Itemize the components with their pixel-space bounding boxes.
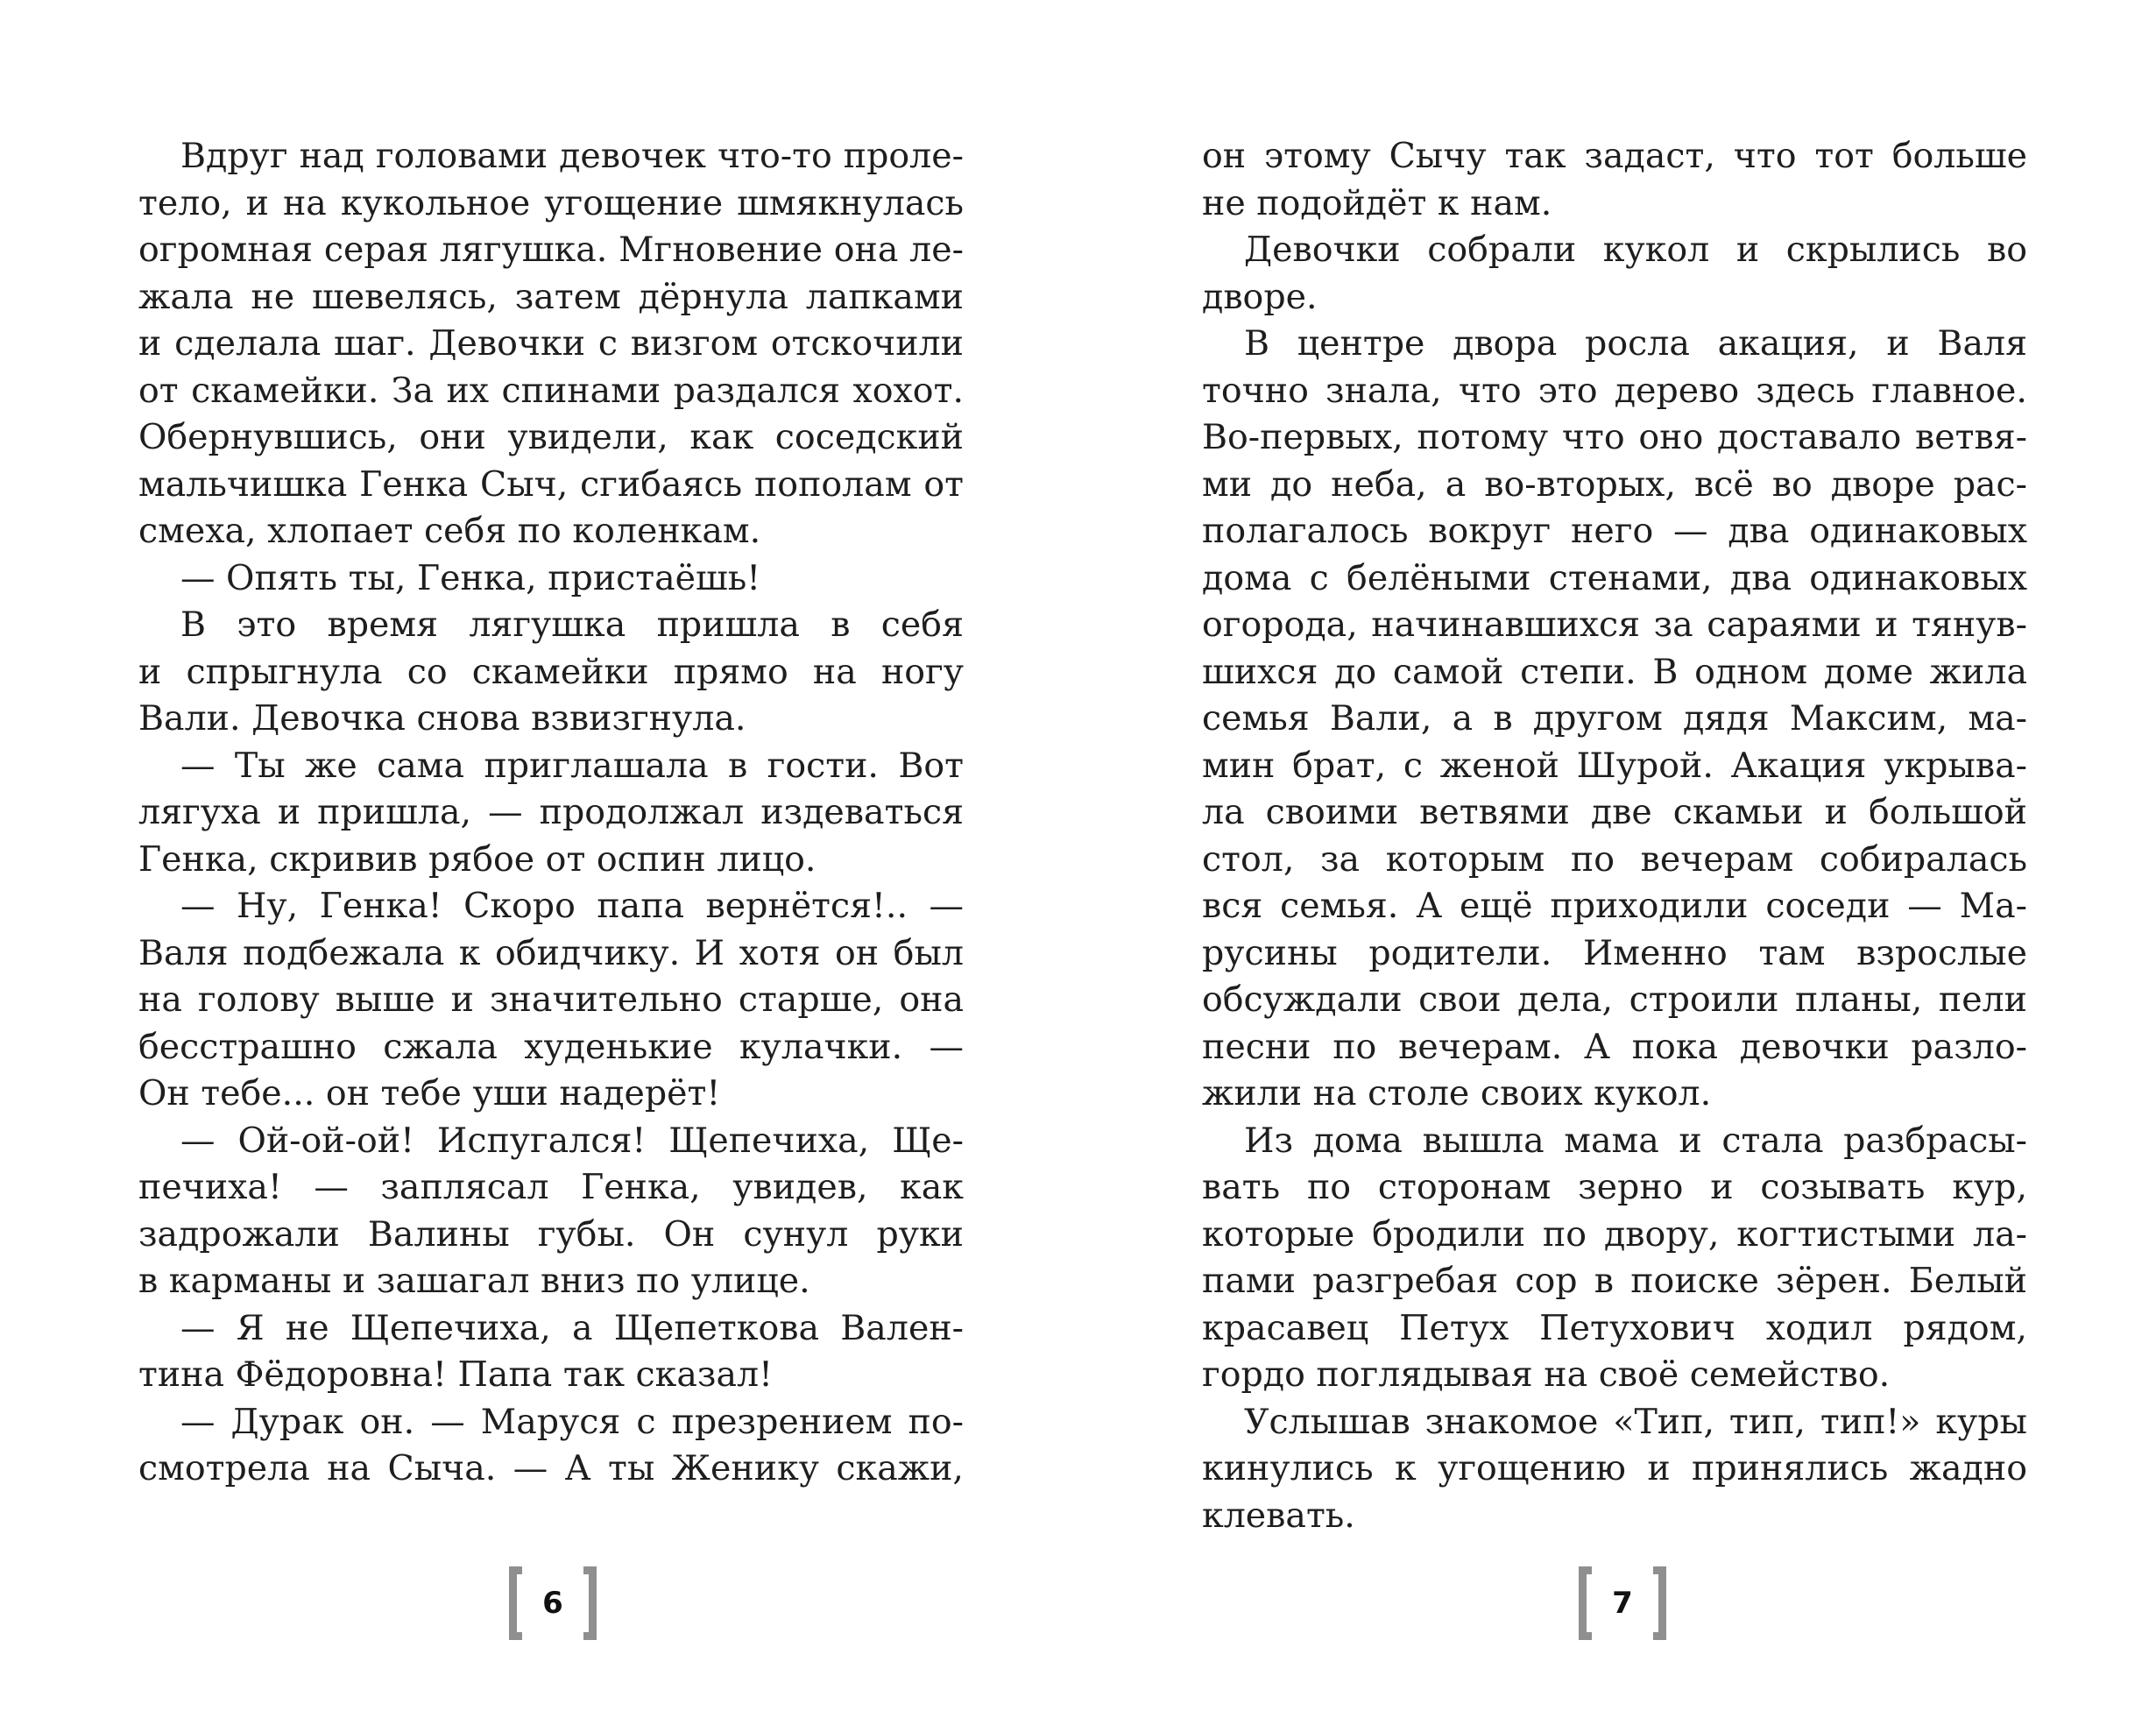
right-page-line: ла своими ветвями две скамьи и большой — [1202, 792, 2027, 832]
bracket-open — [1579, 1566, 1592, 1640]
page-number-6: 6 — [542, 1586, 563, 1621]
left-page-line: — Опять ты, Генка, пристаёшь! — [180, 557, 761, 598]
left-page-line: мальчишка Генка Сыч, сгибаясь пополам от — [138, 463, 964, 505]
left-page-line: Вдруг над головами девочек что-то проле- — [180, 136, 964, 176]
left-page-line: жала не шевелясь, затем дёрнула лапками — [138, 276, 964, 317]
right-page-line: кинулись к угощению и принялись жадно — [1202, 1448, 2027, 1488]
right-page-line: гордо поглядывая на своё семейство. — [1202, 1354, 1891, 1395]
page-number-right — [1571, 1565, 1674, 1642]
left-page-line: в карманы и зашагал вниз по улице. — [138, 1261, 810, 1301]
left-page-line: от скамейки. За их спинами раздался хохот. — [138, 370, 964, 411]
left-page-line: Он тебе... он тебе уши надерёт! — [138, 1073, 721, 1113]
right-page-line: русины родители. Именно там взрослые — [1202, 932, 2027, 973]
bracket-close — [583, 1566, 597, 1640]
right-page-line: дома с белёными стенами, два одинаковых — [1202, 557, 2027, 598]
right-page-line: Девочки собрали кукол и скрылись во — [1244, 230, 2027, 270]
right-page-line: клевать. — [1202, 1495, 1355, 1536]
left-page-line: — Ты же сама приглашала в гости. Вот — [180, 745, 964, 786]
right-page-line: не подойдёт к нам. — [1202, 182, 1552, 223]
right-page-line: стол, за которым по вечерам собиралась — [1202, 838, 2027, 880]
left-page-line: — Ой-ой-ой! Испугался! Щепечиха, Ще- — [180, 1120, 964, 1161]
left-page-line: Обернувшись, они увидели, как соседский — [138, 417, 964, 457]
right-page-line: полагалось вокруг него — два одинаковых — [1202, 511, 2027, 551]
left-page-line: тина Фёдоровна! Папа так сказал! — [138, 1354, 773, 1395]
left-page-line: Вали. Девочка снова взвизгнула. — [138, 698, 746, 739]
bracket-open — [509, 1566, 522, 1640]
right-page-line: В центре двора росла акация, и Валя — [1244, 323, 2027, 364]
page-number-left — [501, 1565, 604, 1642]
left-page-line: — Ну, Генка! Скоро папа вернётся!.. — — [180, 886, 964, 926]
right-page-line: ми до неба, а во-вторых, всё во дворе рас- — [1202, 463, 2027, 505]
right-page-line: точно знала, что это дерево здесь главное. — [1202, 370, 2027, 411]
left-page-line: и спрыгнула со скамейки прямо на ногу — [138, 651, 964, 692]
right-page-line: он этому Сычу так задаст, что тот больше — [1202, 136, 2027, 176]
right-page-line: обсуждали свои дела, строили планы, пели — [1202, 979, 2027, 1020]
right-page-line: Услышав знакомое «Тип, тип, тип!» куры — [1244, 1401, 2027, 1442]
right-page-line: огорода, начинавшихся за сараями и тянув- — [1202, 604, 2027, 645]
right-page-line: песни по вечерам. А пока девочки разло- — [1202, 1026, 2027, 1067]
left-page-line: огромная серая лягушка. Мгновение она ле- — [138, 230, 964, 270]
right-page — [1202, 133, 2027, 1539]
right-page-line: мин брат, с женой Шурой. Акация укрыва- — [1202, 745, 2027, 786]
right-page-line: пами разгребая сор в поиске зёрен. Белый — [1202, 1261, 2027, 1301]
right-page-line: Во-первых, потому что оно доставало ветвя- — [1202, 417, 2027, 457]
right-page-line: Из дома вышла мама и стала разбрасы- — [1244, 1120, 2027, 1161]
right-page-text — [1202, 133, 2027, 1539]
left-page — [138, 133, 964, 1493]
left-page-line: Генка, скривив рябое от оспин лицо. — [138, 838, 816, 880]
right-page-line: которые бродили по двору, когтистыми ла- — [1202, 1213, 2027, 1255]
left-page-line: задрожали Валины губы. Он сунул руки — [138, 1213, 964, 1255]
right-page-line: вся семья. А ещё приходили соседи — Ма- — [1202, 886, 2027, 926]
left-page-line: и сделала шаг. Девочки с визгом отскочили — [138, 323, 964, 364]
left-page-line: на голову выше и значительно старше, она — [138, 979, 964, 1020]
right-page-line: красавец Петух Петухович ходил рядом, — [1202, 1307, 2027, 1348]
left-page-line: Валя подбежала к обидчику. И хотя он был — [138, 932, 964, 973]
bracket-close — [1653, 1566, 1666, 1640]
right-page-line: семья Вали, а в другом дядя Максим, ма- — [1202, 698, 2027, 739]
left-page-line: В это время лягушка пришла в себя — [180, 604, 964, 645]
right-page-line: дворе. — [1202, 276, 1318, 317]
right-page-line: шихся до самой степи. В одном доме жила — [1202, 651, 2027, 692]
right-page-line: вать по сторонам зерно и созывать кур, — [1202, 1167, 2027, 1207]
left-page-line: — Дурак он. — Маруся с презрением по- — [180, 1401, 964, 1442]
right-page-line: жили на столе своих кукол. — [1202, 1073, 1712, 1113]
left-page-line: лягуха и пришла, — продолжал издеваться — [138, 792, 964, 832]
left-page-line: смотрела на Сыча. — А ты Женику скажи, — [138, 1448, 964, 1488]
left-page-line: тело, и на кукольное угощение шмякнулась — [138, 182, 964, 223]
left-page-text — [138, 133, 964, 1493]
left-page-line: печиха! — заплясал Генка, увидев, как — [138, 1167, 964, 1207]
left-page-line: смеха, хлопает себя по коленкам. — [138, 511, 761, 551]
left-page-line: — Я не Щепечиха, а Щепеткова Вален- — [180, 1307, 964, 1348]
page-number-7: 7 — [1612, 1586, 1633, 1621]
left-page-line: бесстрашно сжала худенькие кулачки. — — [138, 1026, 964, 1067]
